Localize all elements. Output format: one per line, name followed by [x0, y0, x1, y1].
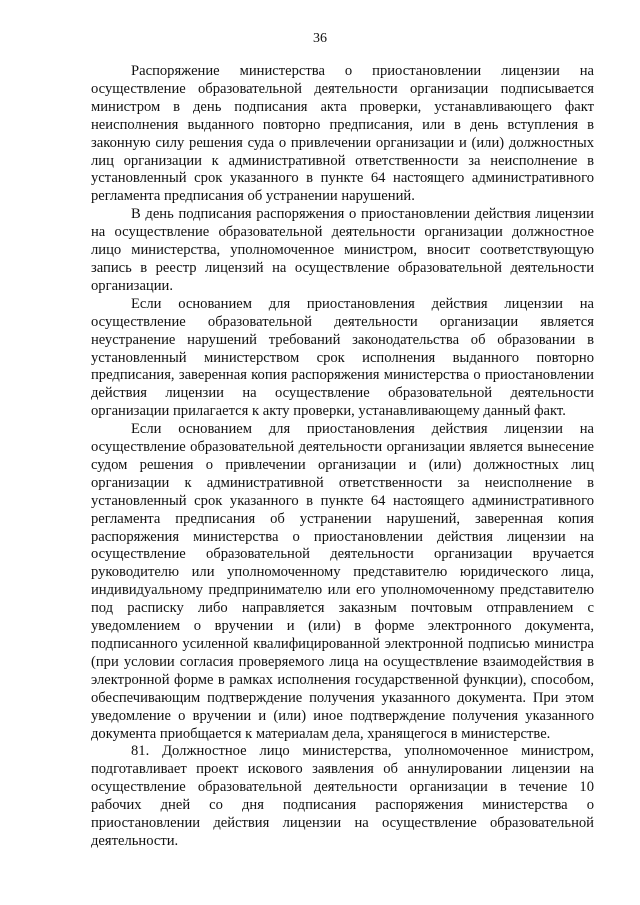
- page-number: 36: [313, 31, 327, 46]
- document-body: [91, 63, 594, 851]
- paragraph-copy-attached-to-act: Если основанием для приостановления действия лицензии на осуществление образовательной деятельности организации является неустранение нарушений требований законодательства об образовании в установленный министерством срок исполнения выданного повторно предписания, заверенная копия распоряжения министерства о приостановлении действия лицензии на осуществление образовательной деятельности организации прилагается к акту проверки, устанавливающему данный факт.: [91, 295, 594, 420]
- paragraph-copy-delivery: Если основанием для приостановления действия лицензии на осуществление образовательной деятельности организации является вынесение судом решения о привлечении организации и (или) должностных лиц организации к административной ответственности за неисполнение в установленный срок указанного в пункте 64 настоящего административного регламента предписания об устранении нарушений, заверенная копия распоряжения министерства о приостановлении действия лицензии на осуществление образовательной деятельности организации вручается руководителю или уполномоченному представителю юридического лица, индивидуальному предпринимателю или его уполномоченному представителю под расписку либо направляется заказным почтовым отправлением с уведомлением о вручении и (или) в форме электронного документа, подписанного усиленной квалифицированной электронной подписью министра (при условии согласия проверяемого лица на осуществление взаимодействия в электронной форме в рамках исполнения государственной функции), способом, обеспечивающим подтверждение получения указанного документа. При этом уведомление о вручении и (или) иное подтверждение получения указанного документа приобщается к материалам дела, хранящегося в министерстве.: [91, 421, 594, 742]
- paragraph-81-annulment-claim: 81. Должностное лицо министерства, уполномоченное министром, подготавливает проект искового заявления об аннулировании лицензии на осуществление образовательной деятельности организации в течение 10 рабочих дней со дня подписания распоряжения министерства о приостановлении действия лицензии на осуществление образовательной деятельности.: [91, 743, 594, 849]
- paragraph-suspension-order: Распоряжение министерства о приостановлении лицензии на осуществление образовательной деятельности организации подписывается министром в день подписания акта проверки, устанавливающего факт неисполнения выданного повторно предписания, или в день вступления в законную силу решения суда о привлечении организации и (или) должностных лиц организации к административной ответственности за неисполнение в установленный срок указанного в пункте 64 настоящего административного регламента предписания об устранении нарушений.: [91, 63, 594, 205]
- paragraph-registry-entry: В день подписания распоряжения о приостановлении действия лицензии на осуществление образовательной деятельности организации должностное лицо министерства, уполномоченное министром, вносит соответствующую запись в реестр лицензий на осуществление образовательной деятельности организации.: [91, 206, 594, 294]
